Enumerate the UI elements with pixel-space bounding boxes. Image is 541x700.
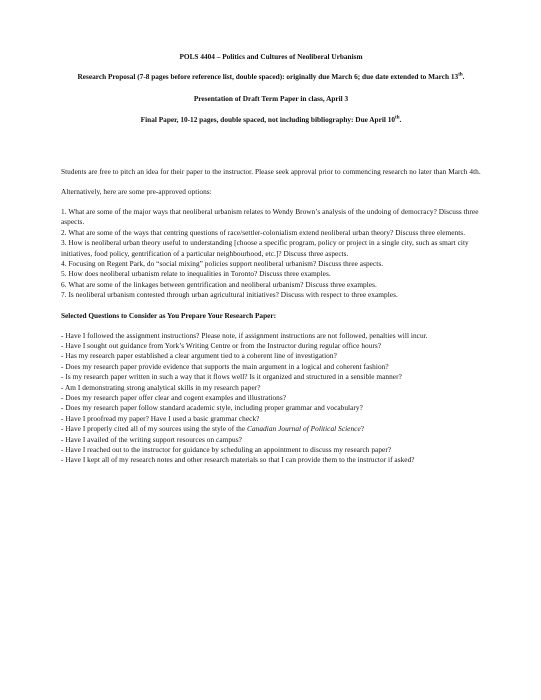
question-item: - Does my research paper follow standard academic style, including proper grammar and vocabulary? [61, 403, 363, 413]
question-item: - Have I proofread my paper? Have I used a basic grammar check? [61, 413, 260, 423]
option-item: 2. What are some of the ways that centring questions of race/settler-colonialism extend neoliberal urban theory? Discuss three elements. [61, 227, 466, 237]
final-deadline-text: Final Paper, 10-12 pages, double spaced, not including bibliography: Due April 10 [140, 115, 396, 125]
question-item: - Is my research paper written in such a way that it flows well? Is it organized and structured in a sensible manner? [61, 372, 402, 382]
questions-heading: Selected Questions to Consider as You Prepare Your Research Paper: [61, 310, 277, 320]
journal-title: Canadian Journal of Political Science [247, 424, 361, 434]
final-period: . [399, 115, 402, 125]
option-item: 4. Focusing on Regent Park, do “social mixing” policies support neoliberal urbanism? Discuss three aspects. [61, 258, 384, 268]
proposal-period: . [462, 72, 465, 82]
option-item: 7. Is neoliberal urbanism contested through urban agricultural initiatives? Discuss with respect to three examples. [61, 290, 398, 300]
option-item: 3. How is neoliberal urban theory useful to understanding [choose a specific program, policy or project in a single city, such as smart city initiatives, food policy, gentrification of a particular neighbourhood, etc.]? Discuss three aspects. [61, 238, 469, 258]
questions-list [61, 331, 481, 466]
final-paper-deadline [61, 115, 481, 124]
proposal-ordinal: th [458, 72, 463, 78]
course-title: POLS 4404 – Politics and Cultures of Neoliberal Urbanism [179, 52, 363, 61]
question-item: - Does my research paper offer clear and cogent examples and illustrations? [61, 393, 287, 403]
question-item-citation [61, 424, 481, 434]
question-item: - Am I demonstrating strong analytical skills in my research paper? [61, 382, 261, 392]
final-ordinal: th [395, 115, 400, 121]
question-item: - Have I availed of the writing support resources on campus? [61, 434, 242, 444]
proposal-deadline [61, 72, 481, 81]
question-item: - Have I followed the assignment instructions? Please note, if assignment instructions are not followed, penalties will incur. [61, 330, 428, 340]
option-item: 5. How does neoliberal urbanism relate to inequalities in Toronto? Discuss three examples. [61, 269, 331, 279]
document-page [61, 52, 481, 466]
question-item: - Does my research paper provide evidence that supports the main argument in a logical and coherent fashion? [61, 361, 389, 371]
alternatives-paragraph: Alternatively, here are some pre-approved options: [61, 186, 212, 196]
citation-question-text: - Have I properly cited all of my sources using the style of the [61, 424, 248, 434]
option-item: 6. What are some of the linkages between gentrification and neoliberal urbanism? Discuss three examples. [61, 279, 377, 289]
question-item: - Have I reached out to the instructor for guidance by scheduling an appointment to discuss my research paper? [61, 445, 392, 455]
option-item: 1. What are some of the major ways that neoliberal urbanism relates to Wendy Brown’s analysis of the undoing of democracy? Discuss three aspects. [61, 206, 479, 227]
question-item: - Have I kept all of my research notes and other research materials so that I can provide them to the instructor if asked? [61, 455, 415, 465]
question-item: - Has my research paper established a clear argument tied to a coherent line of investigation? [61, 351, 337, 361]
question-item: - Have I sought out guidance from York’s Writing Centre or from the Instructor during regular office hours? [61, 341, 382, 350]
citation-question-end: ? [360, 424, 365, 434]
proposal-deadline-text: Research Proposal (7-8 pages before reference list, double spaced): originally due March 6; due date extended to March 13 [77, 72, 459, 82]
options-list [61, 207, 481, 301]
intro-paragraph: Students are free to pitch an idea for their paper to the instructor. Please seek approval prior to commencing research no later than March 4th. [61, 166, 481, 176]
presentation-deadline: Presentation of Draft Term Paper in class, April 3 [193, 93, 349, 103]
